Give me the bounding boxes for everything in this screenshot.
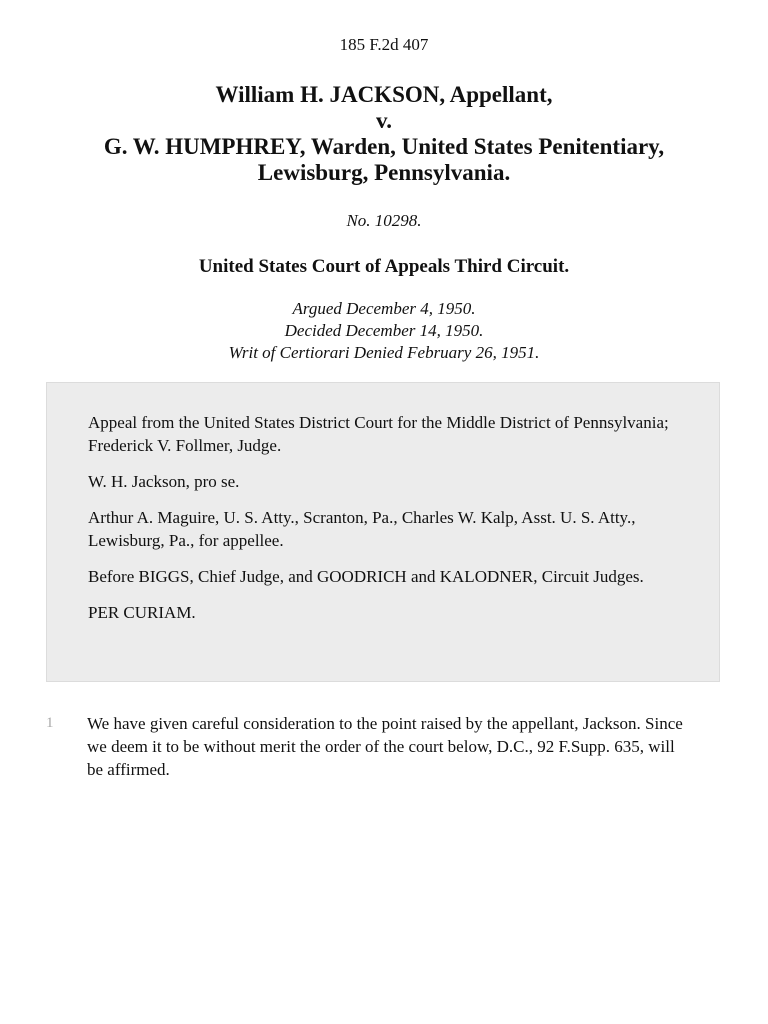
versus-label: v. [376,108,392,133]
appellant-counsel: W. H. Jackson, pro se. [88,472,240,491]
case-dates [0,298,768,364]
judicial-panel: Before BIGGS, Chief Judge, and GOODRICH and KALODNER, Circuit Judges. [88,567,644,586]
appellee-name-line2: Lewisburg, Pennsylvania. [257,160,511,185]
paragraph-text: We have given careful consideration to the point raised by the appellant, Jackson. Since we deem it to be without merit the order of the court below, D.C., 92 F.Supp. 635, will be affirmed. [87,714,683,779]
headnote-box [46,382,720,682]
certiorari-date: Writ of Certiorari Denied February 26, 1951. [228,343,540,362]
decided-date: Decided December 14, 1950. [284,321,484,340]
paragraph-number: 1 [46,715,54,731]
case-citation: 185 F.2d 407 [339,35,429,54]
per-curiam-label: PER CURIAM. [88,603,196,622]
appellee-name-line1: G. W. HUMPHREY, Warden, United States Penitentiary, [103,134,665,159]
argued-date: Argued December 4, 1950. [292,299,476,318]
appeal-statement: Appeal from the United States District Court for the Middle District of Pennsylvania; Frederick V. Follmer, Judge. [88,413,669,455]
docket-number: No. 10298. [346,211,422,230]
appellant-name: William H. JACKSON, Appellant, [215,82,553,107]
court-name: United States Court of Appeals Third Circuit. [198,256,570,277]
case-caption [40,82,728,186]
appellee-counsel: Arthur A. Maguire, U. S. Atty., Scranton, Pa., Charles W. Kalp, Asst. U. S. Atty., Lewisburg, Pa., for appellee. [88,508,636,550]
